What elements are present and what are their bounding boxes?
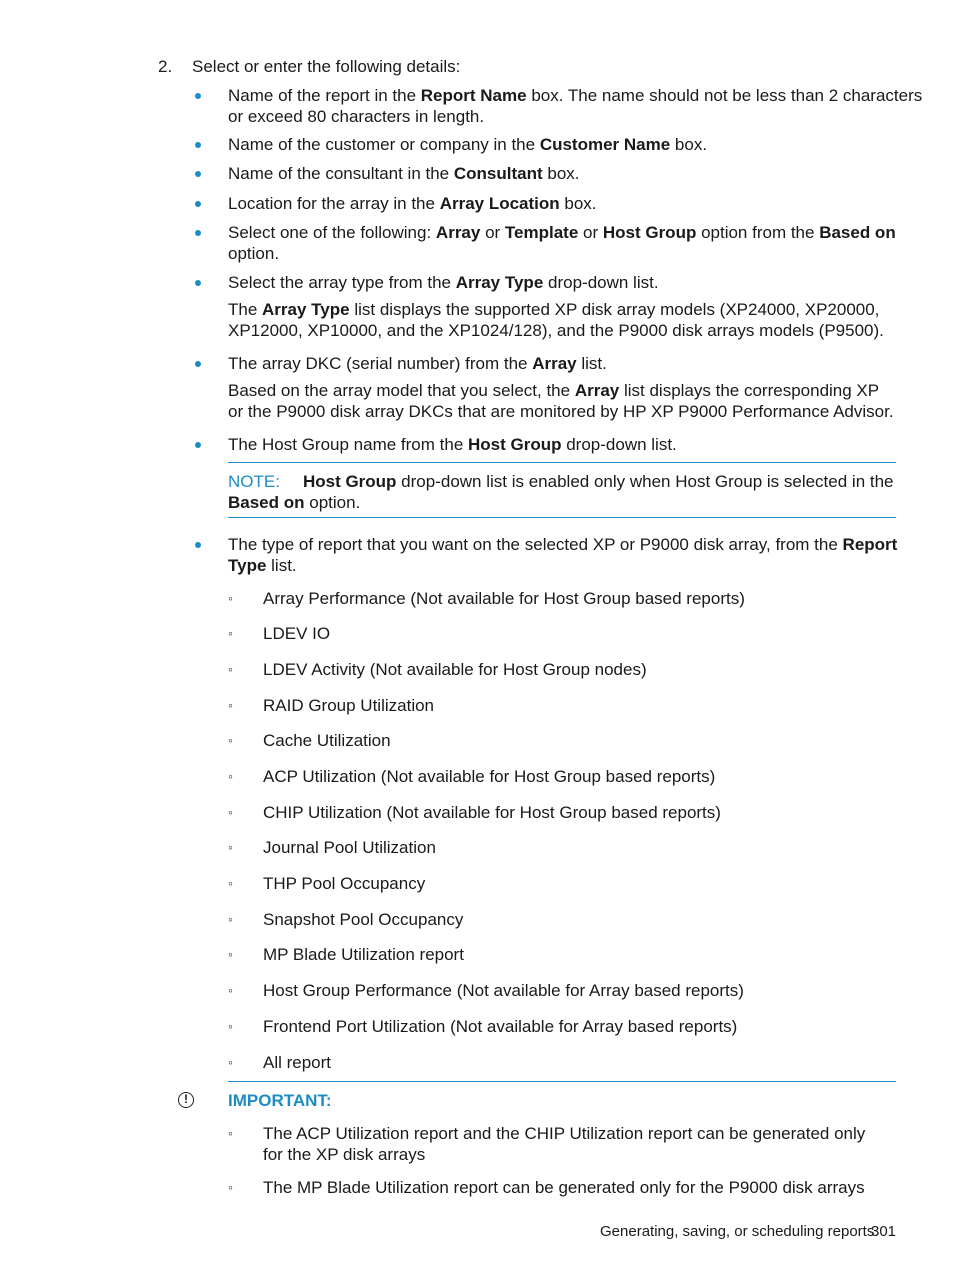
step-text: Select or enter the following details:	[192, 57, 461, 76]
item-based-on-cont: option.	[228, 244, 280, 263]
bullet-icon	[195, 171, 201, 177]
bullet-icon	[195, 280, 201, 286]
important-rule	[228, 1081, 896, 1082]
report-type-item: RAID Group Utilization	[263, 696, 435, 715]
report-type-item: Cache Utilization	[263, 731, 391, 750]
report-type-item: LDEV IO	[263, 624, 331, 643]
bullet-icon	[195, 542, 201, 548]
page-number: 301	[871, 1223, 897, 1240]
important-item: The MP Blade Utilization report can be generated only for the P9000 disk arrays	[263, 1178, 865, 1197]
circle-bullet-icon: ◦	[228, 946, 233, 962]
item-customer-name: Name of the customer or company in the Customer Name box.	[228, 135, 708, 154]
circle-bullet-icon: ◦	[228, 911, 233, 927]
circle-bullet-icon: ◦	[228, 1054, 233, 1070]
step-number: 2.	[158, 57, 173, 76]
report-type-item: Snapshot Pool Occupancy	[263, 910, 464, 929]
bullet-icon	[195, 361, 201, 367]
report-type-item: Array Performance (Not available for Host Group based reports)	[263, 589, 745, 608]
report-type-item: MP Blade Utilization report	[263, 945, 464, 964]
circle-bullet-icon: ◦	[228, 625, 233, 641]
circle-bullet-icon: ◦	[228, 839, 233, 855]
report-type-item: Host Group Performance (Not available for Array based reports)	[263, 981, 744, 1000]
important-item-cont: for the XP disk arrays	[263, 1145, 426, 1164]
item-array-dkc: The array DKC (serial number) from the Array list.	[228, 354, 607, 373]
report-type-item: LDEV Activity (Not available for Host Group nodes)	[263, 660, 647, 679]
item-host-group: The Host Group name from the Host Group drop-down list.	[228, 435, 677, 454]
note-line: NOTE: Host Group drop-down list is enabled only when Host Group is selected in the	[228, 472, 894, 491]
item-array-type: Select the array type from the Array Type drop-down list.	[228, 273, 659, 292]
array-type-desc-cont: XP12000, XP10000, and the XP1024/128), and the P9000 disk arrays models (P9500).	[228, 321, 884, 340]
warning-icon: !	[178, 1092, 194, 1108]
item-report-name-cont: or exceed 80 characters in length.	[228, 107, 485, 126]
item-array-location: Location for the array in the Array Location box.	[228, 194, 597, 213]
array-dkc-desc: Based on the array model that you select, the Array list displays the corresponding XP	[228, 381, 880, 400]
item-report-name: Name of the report in the Report Name box. The name should not be less than 2 characters	[228, 86, 923, 105]
circle-bullet-icon: ◦	[228, 1125, 233, 1141]
important-item: The ACP Utilization report and the CHIP Utilization report can be generated only	[263, 1124, 866, 1143]
report-type-item: THP Pool Occupancy	[263, 874, 426, 893]
bullet-icon	[195, 93, 201, 99]
circle-bullet-icon: ◦	[228, 732, 233, 748]
important-label: IMPORTANT:	[228, 1091, 332, 1110]
circle-bullet-icon: ◦	[228, 768, 233, 784]
item-based-on: Select one of the following: Array or Template or Host Group option from the Based on	[228, 223, 896, 242]
report-type-item: Journal Pool Utilization	[263, 838, 436, 857]
report-type-item: Frontend Port Utilization (Not available for Array based reports)	[263, 1017, 738, 1036]
circle-bullet-icon: ◦	[228, 982, 233, 998]
report-type-item: All report	[263, 1053, 332, 1072]
array-dkc-desc-cont: or the P9000 disk array DKCs that are monitored by HP XP P9000 Performance Advisor.	[228, 402, 894, 421]
circle-bullet-icon: ◦	[228, 1179, 233, 1195]
footer-section: Generating, saving, or scheduling reports	[600, 1223, 875, 1240]
circle-bullet-icon: ◦	[228, 875, 233, 891]
note-bottom-rule	[228, 517, 896, 518]
report-type-item: ACP Utilization (Not available for Host Group based reports)	[263, 767, 716, 786]
circle-bullet-icon: ◦	[228, 661, 233, 677]
circle-bullet-icon: ◦	[228, 590, 233, 606]
circle-bullet-icon: ◦	[228, 697, 233, 713]
item-report-type-cont: Type list.	[228, 556, 297, 575]
circle-bullet-icon: ◦	[228, 804, 233, 820]
array-type-desc: The Array Type list displays the supported XP disk array models (XP24000, XP20000,	[228, 300, 880, 319]
item-consultant: Name of the consultant in the Consultant box.	[228, 164, 580, 183]
note-label: NOTE:	[228, 472, 280, 491]
report-type-item: CHIP Utilization (Not available for Host Group based reports)	[263, 803, 721, 822]
bullet-icon	[195, 201, 201, 207]
bullet-icon	[195, 142, 201, 148]
bullet-icon	[195, 230, 201, 236]
circle-bullet-icon: ◦	[228, 1018, 233, 1034]
note-top-rule	[228, 462, 896, 463]
note-line-cont: Based on option.	[228, 493, 361, 512]
item-report-type: The type of report that you want on the selected XP or P9000 disk array, from the Report	[228, 535, 898, 554]
bullet-icon	[195, 442, 201, 448]
